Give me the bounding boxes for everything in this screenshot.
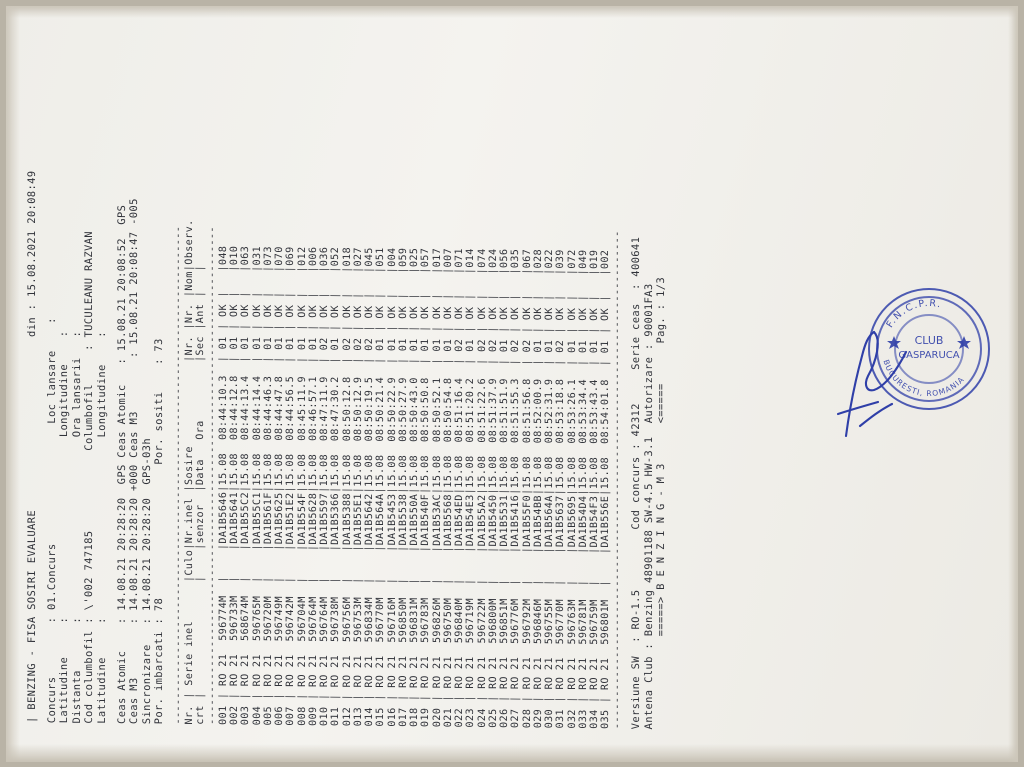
field-row-concurs: Concurs : 01.Concurs Loc lansare : — [45, 317, 58, 724]
table-row: 011 | RO 21 596738M | |DA1B5366|15.08 08:47:30.2 | 01 | OK | |052 — [330, 246, 342, 727]
table-row: 020 | RO 21 596826M | |DA1B53AC|15.08 08:50:52.1 | 01 | OK | |017 — [431, 247, 443, 728]
clock-row-m3: Ceas M3 : 14.08.21 20:28:20 +000 Ceas M3 : 15.08.21 20:08:47 -005 — [128, 198, 141, 725]
footer-antena-label: Antena Club — [642, 656, 655, 730]
clock-row-sync: Sincronizare : 14.08.21 20:28:20 GPS-03h — [140, 437, 153, 725]
footer-row-1: Versiune SW : RO-1.5 Cod concurs : 42312 Serie ceas : 400641 — [629, 236, 642, 730]
field-row-latitudine-1: Latitudine : Longitudine : — [58, 330, 71, 724]
table-rule-mid: ----------------------------------------------------------------------------- — [206, 226, 218, 725]
table-row: 006 | RO 21 596749M | |DA1B5625|15.08 08:44:47.8 | 01 | OK | |070 — [274, 246, 286, 726]
paper-shadow-left — [6, 6, 20, 762]
table-row: 019 | RO 21 596783M | |DA1B540F|15.08 08:50:50.8 | 01 | OK | |057 — [420, 247, 432, 728]
footer-row-2: Antena Club : Benzing 48901188 SW-4.5 HW-3.1 Autorizare : 90001FA3 — [642, 283, 655, 730]
stamp-mid-text: CLUB — [914, 334, 944, 347]
table-row: 034 | RO 21 596759M | |DA1B54F3|15.08 08:53:43.4 | 01 | OK | |019 — [589, 249, 601, 729]
table-row: 018 | RO 21 596831M | |DA1B550A|15.08 08:50:43.0 | 01 | OK | |025 — [409, 247, 421, 728]
table-row: 016 | RO 21 596716M | |DA1B5453|15.08 08:50:22.9 | 01 | OK | |004 — [386, 247, 398, 727]
paper-shadow-bottom — [6, 744, 1018, 762]
table-row: 007 | RO 21 596742M | |DA1B51E2|15.08 08:44:56.5 | 01 | OK | |069 — [285, 246, 297, 726]
table-row: 029 | RO 21 596846M | |DA1B54BB|15.08 08:52:00.9 | 01 | OK | |028 — [532, 248, 544, 729]
table-header-line-2: crt | | |senzor |Data Ora |Sec |Ant | | — [195, 264, 207, 725]
field-row-latitudine-2: Latitudine : Longitudine : — [95, 330, 108, 724]
table-row: 009 | RO 21 596764M | |DA1B5628|15.08 08:46:57.1 | 01 | OK | |006 — [307, 246, 319, 726]
table-row: 023 | RO 21 596719M | |DA1B54E3|15.08 08:51:20.2 | 01 | OK | |014 — [465, 248, 477, 728]
paper-shadow-right — [1008, 6, 1018, 762]
footer-cod-concurs-value: 42312 — [629, 403, 642, 437]
table-row: 033 | RO 21 596781M | |DA1B54D4|15.08 08:53:34.4 | 01 | OK | |049 — [577, 249, 589, 729]
table-row: 012 | RO 21 596756M | |DA1B5388|15.08 08:50:12.8 | 02 | OK | |018 — [341, 246, 353, 727]
field-columbofil-value: TUCULEANU RAZVAN — [83, 230, 96, 338]
footer-serie-ceas-label: Serie ceas — [629, 303, 642, 370]
clock-atomic-value: 14.08.21 20:28:20 GPS Ceas Atomic : 15.08.21 20:08:52 GPS — [115, 204, 128, 611]
table-rule-top: ----------------------------------------------------------------------------- — [172, 225, 184, 725]
field-row-distanta: Distanta : Ora lansarii : — [70, 330, 83, 724]
table-row: 022 | RO 21 596840M | |DA1B54ED|15.08 08:51:16.4 | 02 | OK | |071 — [454, 248, 466, 728]
clock-m3-value: 14.08.21 20:28:20 +000 Ceas M3 : 15.08.21 20:08:47 -005 — [128, 198, 141, 611]
table-row: 001 | RO 21 596774M | |DA1B5646|15.08 08:44:10.3 | 01 | OK | |048 — [217, 245, 229, 726]
paper-sheet — [6, 6, 1018, 762]
table-row: 030 | RO 21 596755M | |DA1B564A|15.08 08:52:31.9 | 01 | OK | |022 — [544, 249, 556, 729]
clock-row-porumbei: Por. imbarcati : 78 Por. sositi : 73 — [153, 338, 166, 725]
table-row: 014 | RO 21 596834M | |DA1B5642|15.08 08:50:19.5 | 02 | OK | |045 — [364, 247, 376, 727]
table-body — [218, 35, 612, 729]
footer-row-3: =====> B E N Z I N G - M 3 <===== Pag. : 1/3 — [655, 276, 668, 637]
footer-benzing-banner: =====> B E N Z I N G - M 3 <===== — [655, 383, 668, 637]
table-row: 003 | RO 21 568674M | |DA1B55C2|15.08 08:44:13.4 | 01 | OK | |063 — [240, 245, 252, 726]
table-row: 010 | RO 21 596764M | |DA1B5597|15.08 08:47:11.9 | 02 | OK | |036 — [319, 246, 331, 727]
clock-row-atomic: Ceas Atomic : 14.08.21 20:28:20 GPS Ceas Atomic : 15.08.21 20:08:52 GPS — [115, 204, 128, 724]
field-row-cod-columbofil: Cod columbofil : \'002 747185 Columbofil : TUCULEANU RAZVAN — [83, 230, 96, 724]
table-row: 027 | RO 21 596776M | |DA1B5416|15.08 08:51:55.3 | 02 | OK | |035 — [510, 248, 522, 729]
table-row: 013 | RO 21 596753M | |DA1B55E1|15.08 08:50:12.9 | 02 | OK | |027 — [352, 247, 364, 727]
table-row: 024 | RO 21 596722M | |DA1B55A2|15.08 08:51:22.6 | 02 | OK | |074 — [476, 248, 488, 728]
stamp-bottom-text: BUCURESTI, ROMANIA — [881, 358, 967, 399]
clock-porumbei-value: 78 Por. sositi : 73 — [153, 338, 166, 612]
page-title: | BENZING - FISA SOSIRI EVALUARE — [26, 509, 38, 724]
footer-pag-value: 1/3 — [655, 276, 668, 297]
table-header-line-1: Nr. | Serie inel |Culo|Nr.inel |Sosire |Nr. |Nr. |Nom|Observ. — [184, 219, 196, 725]
table-row: 021 | RO 21 596750M | |DA1B5568|15.08 08:50:54.8 | 01 | OK | |007 — [442, 247, 454, 728]
rotated-printout — [16, 21, 1008, 747]
field-cod-columbofil-value: \'002 747185 — [83, 530, 96, 611]
stamp-top-text: F.N.C.P.R. — [884, 297, 944, 330]
doc-title-row — [26, 33, 39, 723]
footer-antena-value: Benzing 48901188 SW-4.5 HW-3.1 — [642, 436, 655, 637]
footer-autorizare-label: Autorizare — [642, 356, 655, 424]
footer-pag-label: Pag. — [655, 316, 668, 344]
table-row: 026 | RO 21 596851M | |DA1B5531|15.08 08:51:51.9 | 01 | OK | |056 — [499, 248, 511, 728]
table-row: 015 | RO 21 596770M | |DA1B564A|15.08 08:50:21.4 | 01 | OK | |051 — [375, 247, 387, 727]
footer-serie-ceas-value: 400641 — [629, 236, 642, 277]
doc-datetime: din : 15.08.2021 20:08:49 — [26, 170, 38, 337]
table-row: 004 | RO 21 596765M | |DA1B55C1|15.08 08:44:14.4 | 01 | OK | |031 — [251, 245, 263, 726]
table-row: 005 | RO 21 596720M | |DA1B561F|15.08 08:44:46.3 | 01 | OK | |073 — [262, 246, 274, 726]
table-row: 031 | RO 21 596770M | |DA1B5637|15.08 08:53:18.8 | 02 | OK | |039 — [555, 249, 567, 729]
table-row: 002 | RO 21 596733M | |DA1B5641|15.08 08:44:12.8 | 01 | OK | |010 — [229, 245, 241, 726]
table-row: 008 | RO 21 596704M | |DA1B554F|15.08 08:45:11.9 | 01 | OK | |012 — [296, 246, 308, 726]
field-concurs-value: 01.Concurs — [45, 543, 58, 611]
table-row: 025 | RO 21 596800M | |DA1B5450|15.08 08:51:37.9 | 02 | OK | |024 — [487, 248, 499, 728]
table-row: 032 | RO 21 596763M | |DA1B5695|15.08 08:53:26.1 | 01 | OK | |072 — [566, 249, 578, 729]
table-row: 035 | RO 21 596801M | |DA1B556E|15.08 08:54:01.8 | 01 | OK | |002 — [600, 249, 612, 730]
paper-shadow-top — [6, 6, 1018, 18]
footer-autorizare-value: 90001FA3 — [642, 283, 655, 337]
table-rule-bottom: ----------------------------------------------------------------------------- — [611, 230, 623, 730]
table-row: 017 | RO 21 596850M | |DA1B5538|15.08 08:50:27.9 | 01 | OK | |059 — [397, 247, 409, 727]
stamp-sub-text: GASPARUCA — [898, 350, 960, 361]
clock-sync-value: 14.08.21 20:28:20 GPS-03h — [140, 437, 153, 612]
footer-versiune-value: RO-1.5 — [629, 589, 642, 630]
table-row: 028 | RO 21 596792M | |DA1B55F0|15.08 08:51:56.8 | 02 | OK | |067 — [521, 248, 533, 729]
printout-content — [26, 33, 668, 730]
footer-versiune-label: Versiune SW — [629, 656, 642, 730]
footer-cod-concurs-label: Cod concurs — [629, 456, 642, 530]
